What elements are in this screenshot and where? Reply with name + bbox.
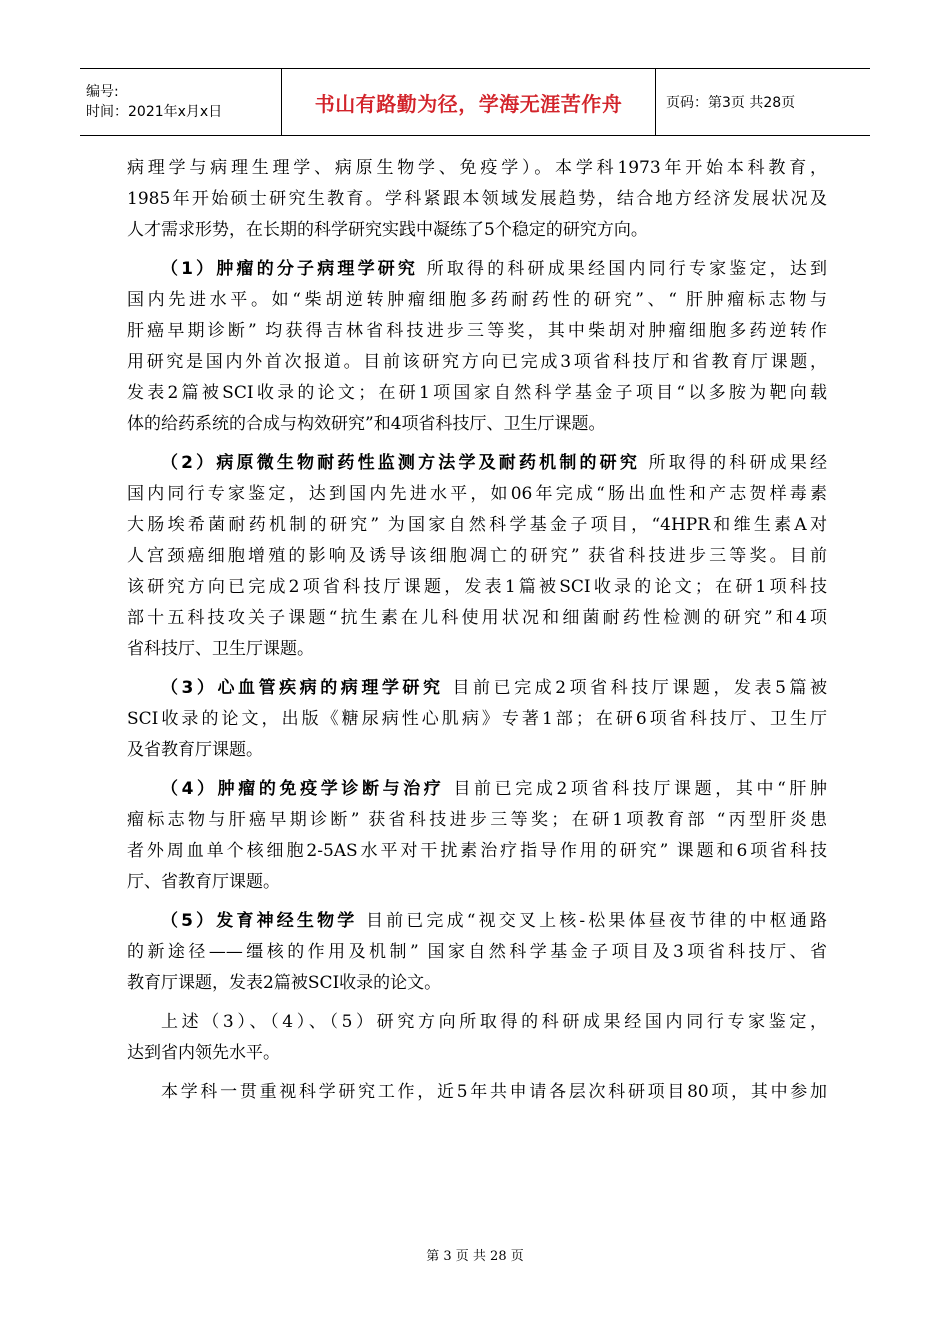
text-run: 目前已完成“视交叉上核-松果体昼夜节律的中枢通路 [357, 911, 827, 931]
text-line: 厅、省教育厅课题。 [127, 872, 280, 892]
text-line: 人宫颈癌细胞增殖的影响及诱导该细胞凋亡的研究” 获省科技进步三等奖。目前 [127, 546, 827, 566]
text-line: 发表2篇被SCI收录的论文；在研1项国家自然科学基金子项目“以多胺为靶向载 [127, 383, 827, 403]
paragraph-direction-3 [127, 673, 827, 766]
text-line: 病理学与病理生理学、病原生物学、免疫学）。本学科1973年开始本科教育， [127, 158, 827, 178]
paragraph-direction-4 [127, 774, 827, 898]
text-line: SCI收录的论文，出版《糖尿病性心肌病》专著1部；在研6项省科技厅、卫生厅 [127, 709, 827, 729]
page-footer: 第 3 页 共 28 页 [426, 1249, 524, 1264]
text-line [127, 673, 827, 704]
text-line: 及省教育厅课题。 [127, 740, 263, 760]
text-line: 1985年开始硕士研究生教育。学科紧跟本领域发展趋势，结合地方经济发展状况及 [127, 189, 827, 209]
text-line: 肝癌早期诊断” 均获得吉林省科技进步三等奖，其中柴胡对肿瘤细胞多药逆转作 [127, 321, 827, 341]
text-line [127, 254, 827, 285]
text-line: 者外周血单个核细胞2-5AS水平对干扰素治疗指导作用的研究” 课题和6项省科技 [127, 841, 827, 861]
text-line: 该研究方向已完成2项省科技厅课题，发表1篇被SCI收录的论文；在研1项科技 [127, 577, 827, 597]
text-line: 教育厅课题，发表2篇被SCI收录的论文。 [127, 973, 442, 993]
document-date: 时间：2021年x月x日 [86, 104, 223, 120]
direction-heading: （5）发育神经生物学 [161, 911, 358, 931]
direction-heading: （2）病原微生物耐药性监测方法学及耐药机制的研究 [161, 453, 641, 473]
text-line: 的新途径——缰核的作用及机制” 国家自然科学基金子项目及3项省科技厅、省 [127, 942, 827, 962]
text-line: 瘤标志物与肝癌早期诊断” 获省科技进步三等奖；在研1项教育部 “丙型肝炎患 [127, 810, 827, 830]
text-run: 目前已完成2项省科技厅课题，其中“肝肿 [444, 779, 827, 799]
direction-heading: （3）心血管疾病的病理学研究 [161, 678, 444, 698]
document-body [127, 153, 827, 1108]
text-line: 本学科一贯重视科学研究工作，近5年共申请各层次科研项目80项，其中参加 [161, 1082, 827, 1102]
text-line: 用研究是国内外首次报道。目前该研究方向已完成3项省科技厅和省教育厅课题， [127, 352, 827, 372]
motto-text: 书山有路勤为径，学海无涯苦作舟 [314, 91, 623, 116]
text-line: 国内同行专家鉴定，达到国内先进水平，如06年完成“肠出血性和产志贺样毒素 [127, 484, 827, 504]
header-motto [282, 69, 656, 135]
text-line: 省科技厅、卫生厅课题。 [127, 639, 314, 659]
text-line: 人才需求形势，在长期的科学研究实践中凝练了5个稳定的研究方向。 [127, 220, 648, 240]
text-line [127, 774, 827, 805]
document-number-label: 编号: [86, 84, 119, 100]
text-line [127, 448, 827, 479]
text-line: 国内先进水平。如“柴胡逆转肿瘤细胞多药耐药性的研究”、“ 肝肿瘤标志物与 [127, 290, 827, 310]
page-header [80, 68, 870, 136]
text-run: 目前已完成2项省科技厅课题，发表5篇被 [443, 678, 828, 698]
paragraph-intro [127, 153, 827, 246]
header-meta [80, 69, 282, 135]
text-line: 大肠埃希菌耐药机制的研究” 为国家自然科学基金子项目，“4HPR和维生素A对 [127, 515, 827, 535]
text-line: 达到省内领先水平。 [127, 1043, 280, 1063]
text-line: 上述（3）、（4）、（5）研究方向所取得的科研成果经国内同行专家鉴定， [161, 1012, 827, 1032]
paragraph-direction-2 [127, 448, 827, 665]
text-run: 所取得的科研成果经国内同行专家鉴定，达到 [418, 259, 828, 279]
text-line: 部十五科技攻关子课题“抗生素在儿科使用状况和细菌耐药性检测的研究”和4项 [127, 608, 827, 628]
text-line [127, 906, 827, 937]
paragraph-direction-5 [127, 906, 827, 999]
paragraph-summary [127, 1007, 827, 1069]
page-number-label: 页码：第3页 共28页 [666, 95, 796, 111]
header-page-info [656, 69, 870, 135]
paragraph-direction-1 [127, 254, 827, 440]
text-line: 体的给药系统的合成与构效研究”和4项省科技厅、卫生厅课题。 [127, 414, 606, 434]
text-run: 所取得的科研成果经 [640, 453, 828, 473]
direction-heading: （4）肿瘤的免疫学诊断与治疗 [161, 779, 445, 799]
paragraph-research-overview [127, 1077, 827, 1108]
direction-heading: （1）肿瘤的分子病理学研究 [161, 259, 419, 279]
